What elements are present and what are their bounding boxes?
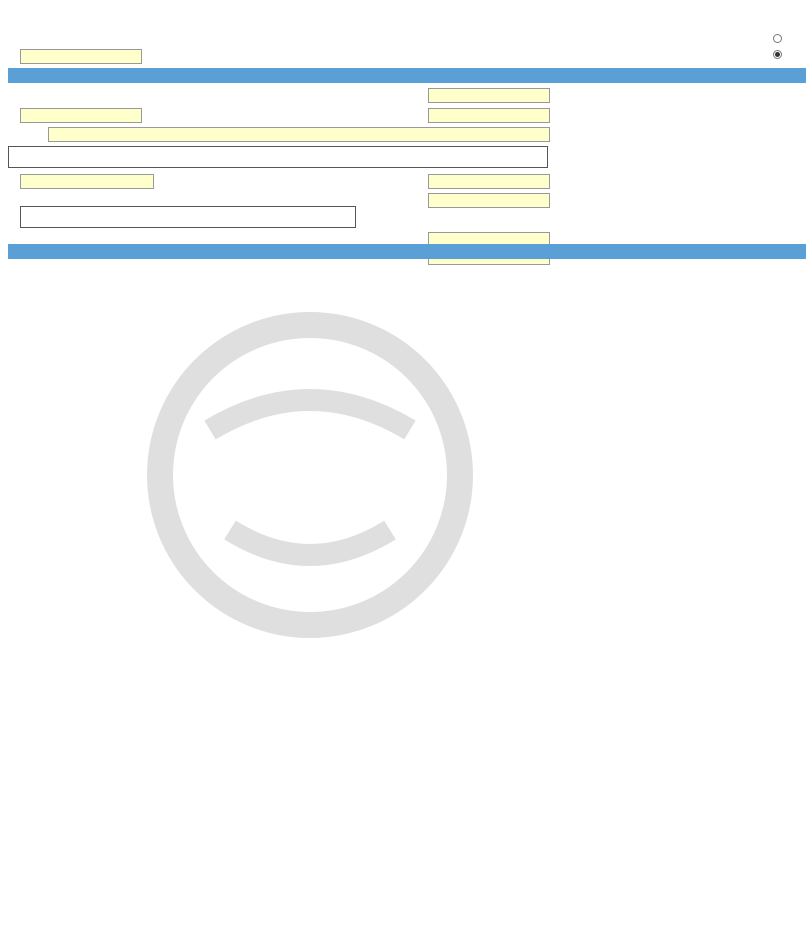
tender-no-field (428, 88, 550, 103)
page-title (4, 4, 800, 22)
prev-no-field (20, 49, 142, 64)
desc-box (8, 146, 548, 168)
subject-field (48, 127, 550, 142)
section-general (8, 68, 806, 83)
province-field (428, 174, 550, 189)
category-field (428, 193, 550, 208)
city-field (20, 174, 154, 189)
opt-new-radio[interactable] (773, 34, 782, 43)
keyword-field (20, 108, 142, 123)
type-field (428, 108, 550, 123)
opt-renew-radio[interactable] (773, 50, 782, 59)
scope-box (20, 206, 356, 228)
watermark-logo (80, 310, 540, 640)
